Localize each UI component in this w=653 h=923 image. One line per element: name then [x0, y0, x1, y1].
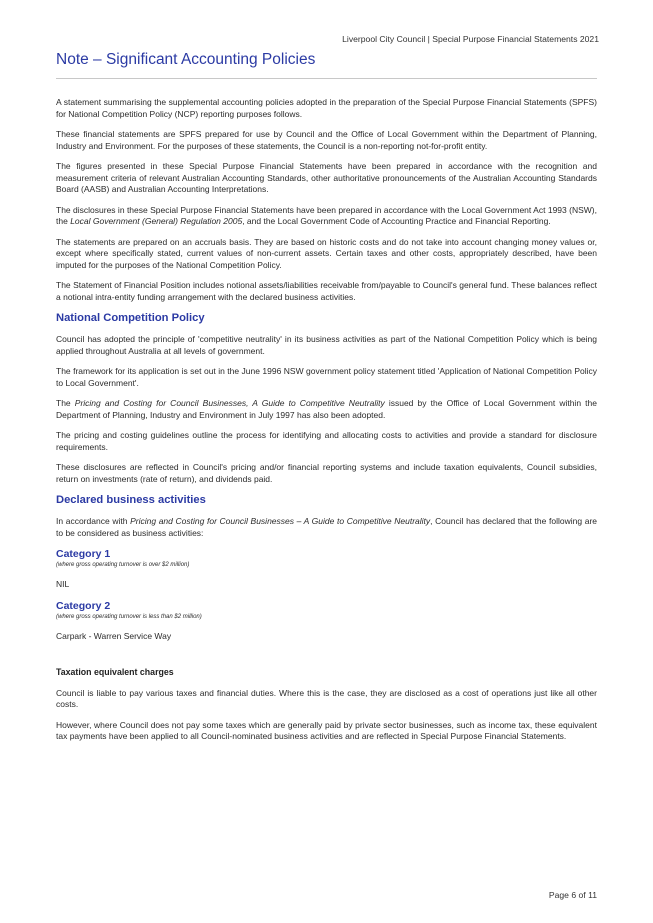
- category-2-heading: Category 2: [56, 599, 111, 612]
- tax-paragraph-2: However, where Council does not pay some taxes which are generally paid by private sector businesses, such as income tax, these equivalent tax payments have been applied to all Council-nominated business activities and are reflected in Special Purpose Financial Statements.: [56, 719, 597, 741]
- intro-paragraph-6: The Statement of Financial Position includes notional assets/liabilities receivable from/payable to Council's general fund. These balances reflect a notional intra-entity funding arrangement with the declared business activities.: [56, 280, 597, 302]
- regulation-title: Local Government (General) Regulation 2005: [70, 216, 243, 226]
- tax-paragraph-1: Council is liable to pay various taxes and financial duties. Where this is the case, they are disclosed as a cost of operations just like all other costs.: [56, 687, 597, 709]
- ncp-paragraph-1: Council has adopted the principle of 'competitive neutrality' in its business activities as part of the National Competition Policy which is being applied throughout Australia at all levels of government.: [56, 334, 597, 356]
- ncp-paragraph-4: The pricing and costing guidelines outline the process for identifying and allocating costs to activities and provide a standard for disclosure requirements.: [56, 430, 597, 452]
- page-title: Note – Significant Accounting Policies: [56, 51, 316, 68]
- declared-paragraph: [56, 516, 597, 539]
- category-1-heading: Category 1: [56, 548, 111, 560]
- declared-paragraph-text-a: In accordance with: [56, 516, 131, 526]
- title-divider: [56, 78, 597, 79]
- intro-paragraph-5: The statements are prepared on an accruals basis. They are based on historic costs and do not take into account changing money values or, except where specifically stated, current values of non-current assets. Certain taxes and other costs, appropriately described, have been imputed for the purposes of the National Competition Policy.: [56, 236, 597, 270]
- ncp-paragraph-3-text-b: issued by the Office of Local Government within the Department of Planning, Industry and Environment in July 1997 has also been adopted.: [56, 398, 597, 420]
- ncp-paragraph-3: [56, 398, 597, 421]
- guide-title: Pricing and Costing for Council Businesses, A Guide to Competitive Neutrality: [74, 398, 385, 408]
- declared-guide-title: Pricing and Costing for Council Businesses – A Guide to Competitive Neutrality: [130, 516, 431, 526]
- category-1-note: (where gross operating turnover is over $2 million): [56, 562, 190, 568]
- declared-heading: Declared business activities: [56, 494, 206, 506]
- intro-paragraph-2: These financial statements are SPFS prepared for use by Council and the Office of Local Government within the Department of Planning, Industry and Environment. For the purposes of these statements, the Council is a non-reporting not-for-profit entity.: [56, 129, 597, 151]
- document-header: Liverpool City Council | Special Purpose Financial Statements 2021: [342, 34, 599, 44]
- declared-paragraph-text-b: , Council has declared that the following are to be considered as business activities:: [56, 516, 598, 538]
- category-2-value: Carpark - Warren Service Way: [56, 630, 172, 641]
- category-1-value: NIL: [56, 579, 70, 589]
- section-spacer: [56, 651, 597, 667]
- ncp-paragraph-3-text-a: The: [56, 398, 75, 408]
- tax-heading: Taxation equivalent charges: [56, 667, 174, 677]
- intro-paragraph-1: A statement summarising the supplemental accounting policies adopted in the preparation of the Special Purpose Financial Statements (SPFS) for National Competition Policy (NCP) reporting purposes follows.: [56, 97, 597, 119]
- page-number: Page 6 of 11: [548, 890, 597, 900]
- ncp-paragraph-5: These disclosures are reflected in Council's pricing and/or financial reporting systems and include taxation equivalents, Council subsidies, return on investments (rate of return), and dividends paid.: [56, 462, 597, 484]
- intro-paragraph-4-text-b: , and the Local Government Code of Accounting Practice and Financial Reporting.: [242, 216, 551, 226]
- ncp-paragraph-2: The framework for its application is set out in the June 1996 NSW government policy statement titled 'Application of National Competition Policy to Local Government'.: [56, 366, 597, 388]
- intro-paragraph-4-text-a: The disclosures in these Special Purpose Financial Statements have been prepared in accordance with the Local Government Act 1993 (NSW), the: [56, 204, 597, 226]
- document-body: [56, 97, 597, 752]
- ncp-heading: National Competition Policy: [56, 312, 205, 324]
- category-2-note: (where gross operating turnover is less than $2 million): [56, 613, 202, 620]
- intro-paragraph-4: [56, 205, 597, 228]
- intro-paragraph-3: The figures presented in these Special Purpose Financial Statements have been prepared in accordance with the recognition and measurement criteria of relevant Australian Accounting Standards, other authoritative pronouncements of the Australian Accounting Standards Board (AASB) and Australian Accounting Interpretations.: [56, 161, 597, 194]
